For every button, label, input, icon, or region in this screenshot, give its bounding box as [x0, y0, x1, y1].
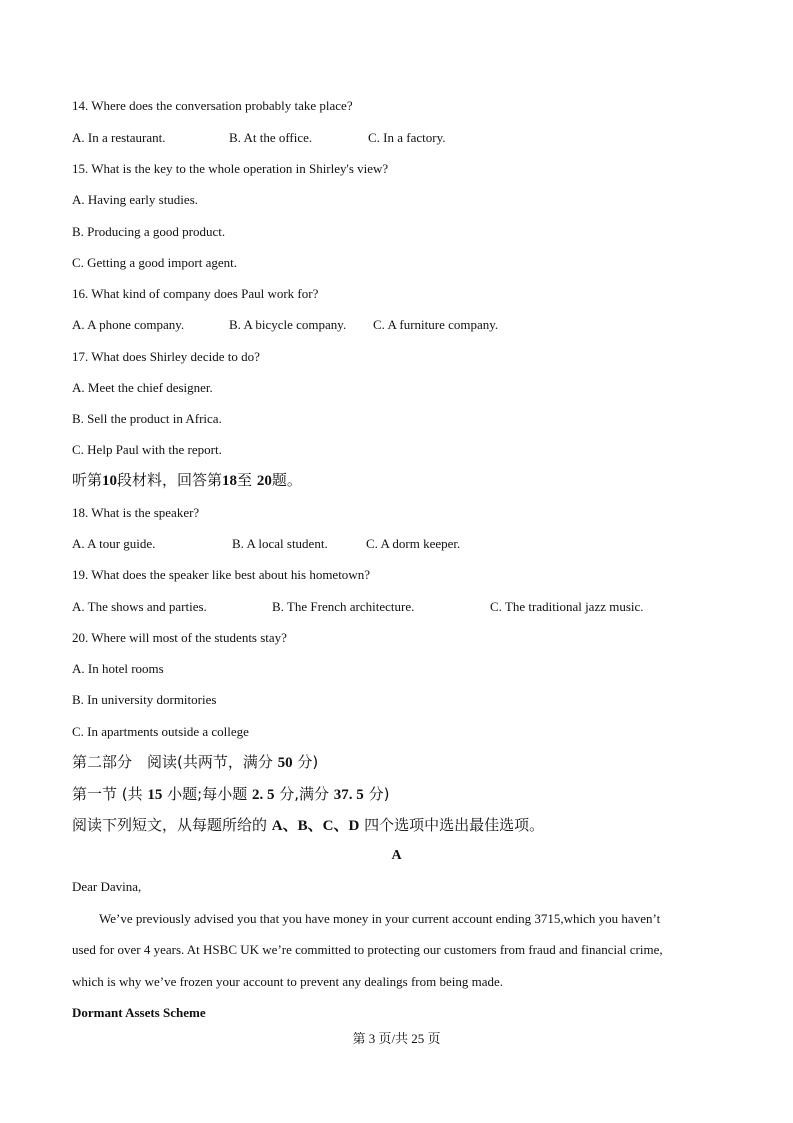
q18-option-a: A. A tour guide. — [72, 536, 156, 551]
q16-option-b: B. A bicycle company. — [229, 317, 347, 332]
q15-option-a: A. Having early studies. — [72, 192, 199, 207]
q20-option-c: C. In apartments outside a college — [72, 724, 249, 739]
q15-option-c: C. Getting a good import agent. — [72, 255, 238, 270]
letter-greeting: Dear Davina, — [72, 879, 142, 894]
question-16: 16. What kind of company does Paul work for? — [72, 286, 319, 301]
passage-label: A — [391, 848, 402, 863]
q20-option-b: B. In university dormitories — [72, 692, 217, 707]
section-10-heading: 听第10段材料，回答第18至 20题。 — [72, 471, 302, 489]
q20-option-a: A. In hotel rooms — [72, 661, 164, 676]
q19-option-c: C. The traditional jazz music. — [490, 599, 644, 614]
question-19: 19. What does the speaker like best about his hometown? — [72, 567, 370, 582]
q19-option-b: B. The French architecture. — [272, 599, 415, 614]
q16-option-c: C. A furniture company. — [373, 317, 499, 332]
question-15: 15. What is the key to the whole operation in Shirley's view? — [72, 161, 389, 176]
q18-option-c: C. A dorm keeper. — [366, 536, 461, 551]
q19-option-a: A. The shows and parties. — [72, 599, 207, 614]
q14-option-c: C. In a factory. — [368, 130, 446, 145]
q15-option-b: B. Producing a good product. — [72, 224, 226, 239]
page-footer: 第 3 页/共 25 页 — [352, 1031, 441, 1046]
part-2-heading: 第二部分 阅读(共两节，满分 50 分) — [72, 753, 319, 771]
passage-line-1: We’ve previously advised you that you have money in your current account ending 3715,which you haven’t — [99, 911, 661, 926]
question-18: 18. What is the speaker? — [72, 505, 200, 520]
q17-option-a: A. Meet the chief designer. — [72, 380, 213, 395]
passage-subheading: Dormant Assets Scheme — [72, 1005, 206, 1020]
section-1-heading: 第一节 (共 15 小题;每小题 2. 5 分,满分 37. 5 分) — [72, 785, 390, 803]
q16-option-a: A. A phone company. — [72, 317, 185, 332]
passage-line-3: which is why we’ve frozen your account to prevent any dealings from being made. — [72, 974, 504, 989]
q18-option-b: B. A local student. — [232, 536, 328, 551]
question-14: 14. Where does the conversation probably take place? — [72, 98, 353, 113]
q17-option-b: B. Sell the product in Africa. — [72, 411, 222, 426]
q17-option-c: C. Help Paul with the report. — [72, 442, 222, 457]
reading-instruction: 阅读下列短文，从每题所给的 A、B、C、D 四个选项中选出最佳选项。 — [72, 816, 545, 834]
question-17: 17. What does Shirley decide to do? — [72, 349, 260, 364]
q14-option-a: A. In a restaurant. — [72, 130, 166, 145]
q14-option-b: B. At the office. — [229, 130, 313, 145]
question-20: 20. Where will most of the students stay? — [72, 630, 287, 645]
passage-line-2: used for over 4 years. At HSBC UK we’re committed to protecting our customers from fraud and financial crime, — [72, 942, 663, 957]
